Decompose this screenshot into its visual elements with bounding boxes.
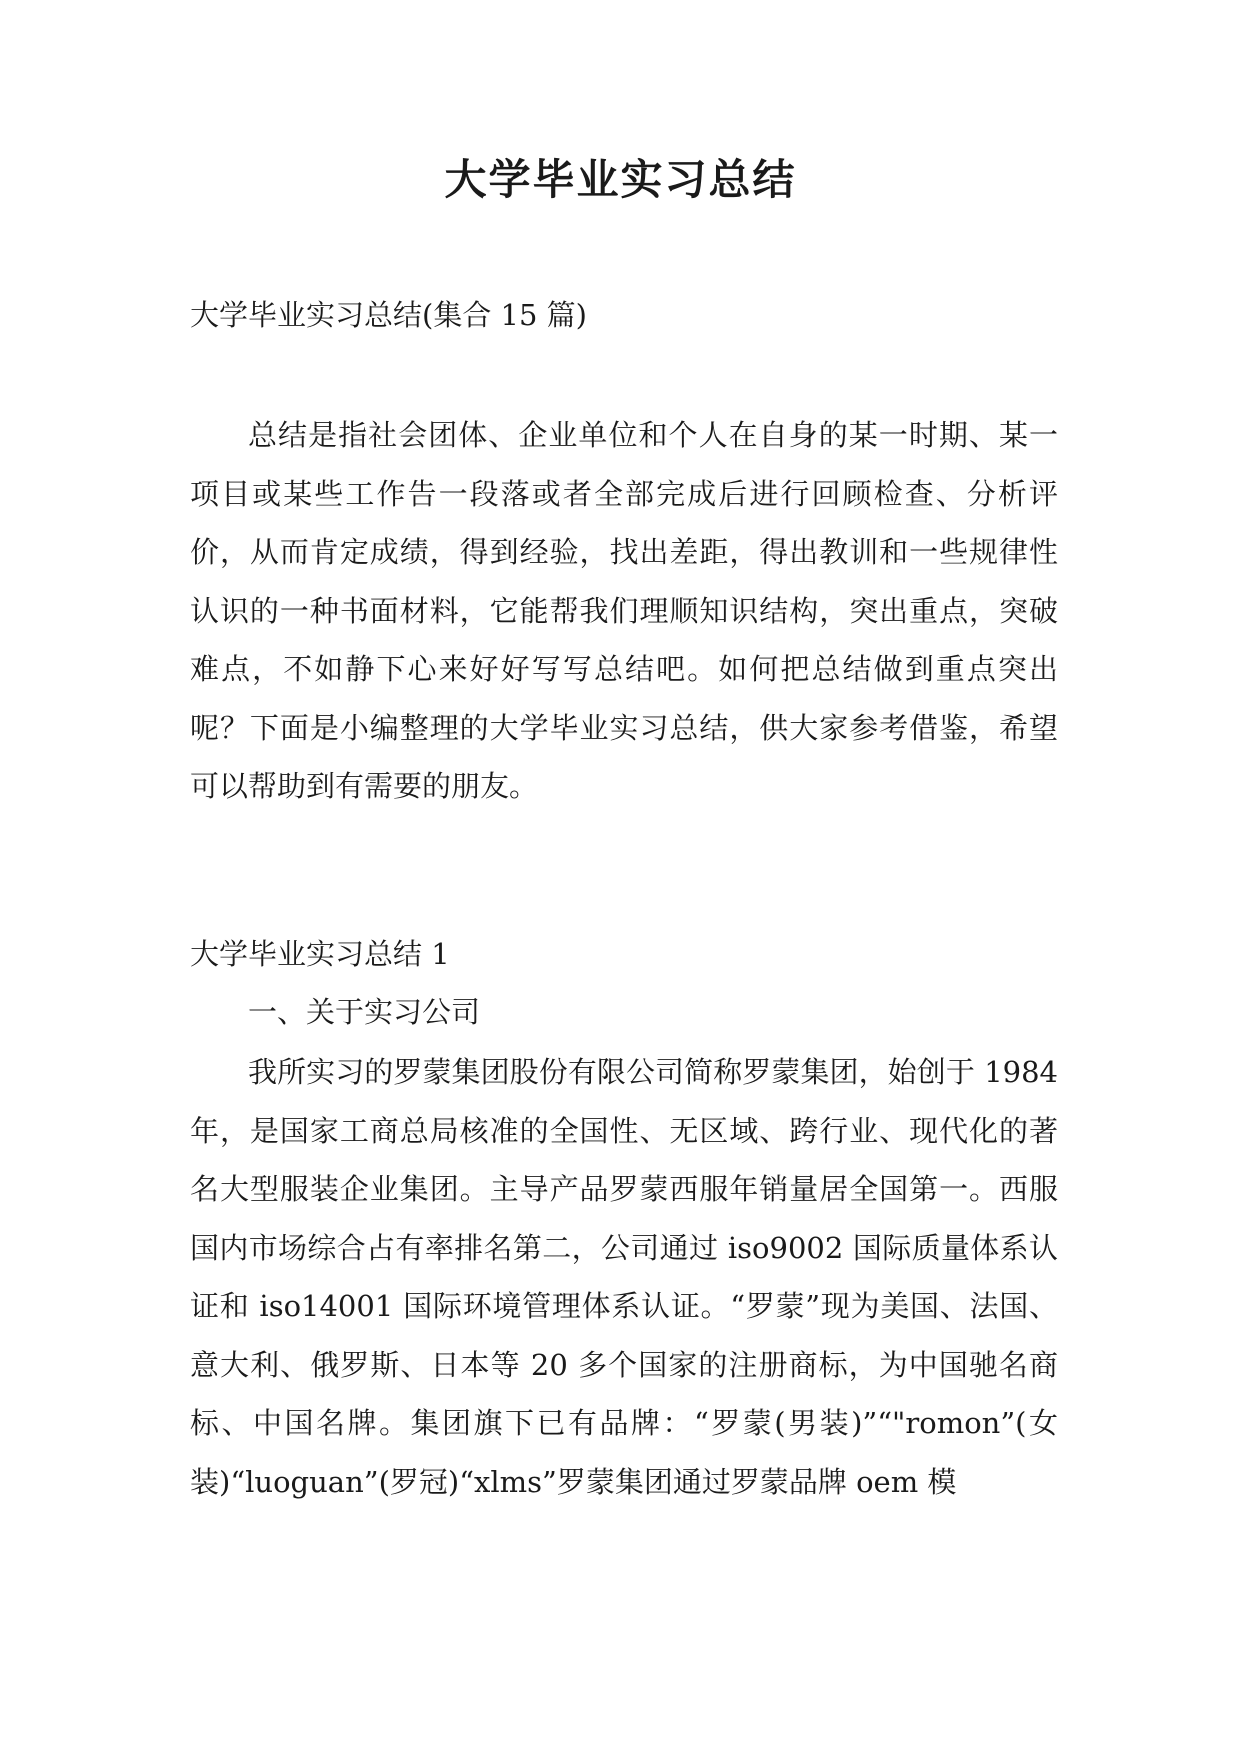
intro-paragraph: 总结是指社会团体、企业单位和个人在自身的某一时期、某一项目或某些工作告一段落或者全部完成后进行回顾检查、分析评价，从而肯定成绩，得到经验，找出差距，得出教训和一些规律性认识的一种书面材料，它能帮我们理顺知识结构，突出重点，突破难点，不如静下心来好好写写总结吧。如何把总结做到重点突出呢？下面是小编整理的大学毕业实习总结，供大家参考借鉴，希望可以帮助到有需要的朋友。 bbox=[190, 418, 1058, 803]
section-heading: 大学毕业实习总结 1 bbox=[190, 937, 450, 971]
section-body-paragraph: 我所实习的罗蒙集团股份有限公司简称罗蒙集团，始创于 1984 年，是国家工商总局核准的全国性、无区域、跨行业、现代化的著名大型服装企业集团。主导产品罗蒙西服年销量居全国第一。西服国内市场综合占有率排名第二，公司通过 iso9002 国际质量体系认证和 iso14001 国际环境管理体系认证。“罗蒙”现为美国、法国、意大利、俄罗斯、日本等 20 多个国家的注册商标，为中国驰名商标、中国名牌。集团旗下已有品牌：“罗蒙(男装)”“"romon”(女装)“luoguan”(罗冠)“xlms”罗蒙集团通过罗蒙品牌 oem 模 bbox=[190, 1055, 1058, 1499]
section-sub-heading: 一、关于实习公司 bbox=[248, 995, 481, 1029]
document-subtitle: 大学毕业实习总结(集合 15 篇) bbox=[190, 298, 587, 332]
document-title: 大学毕业实习总结 bbox=[444, 155, 797, 204]
